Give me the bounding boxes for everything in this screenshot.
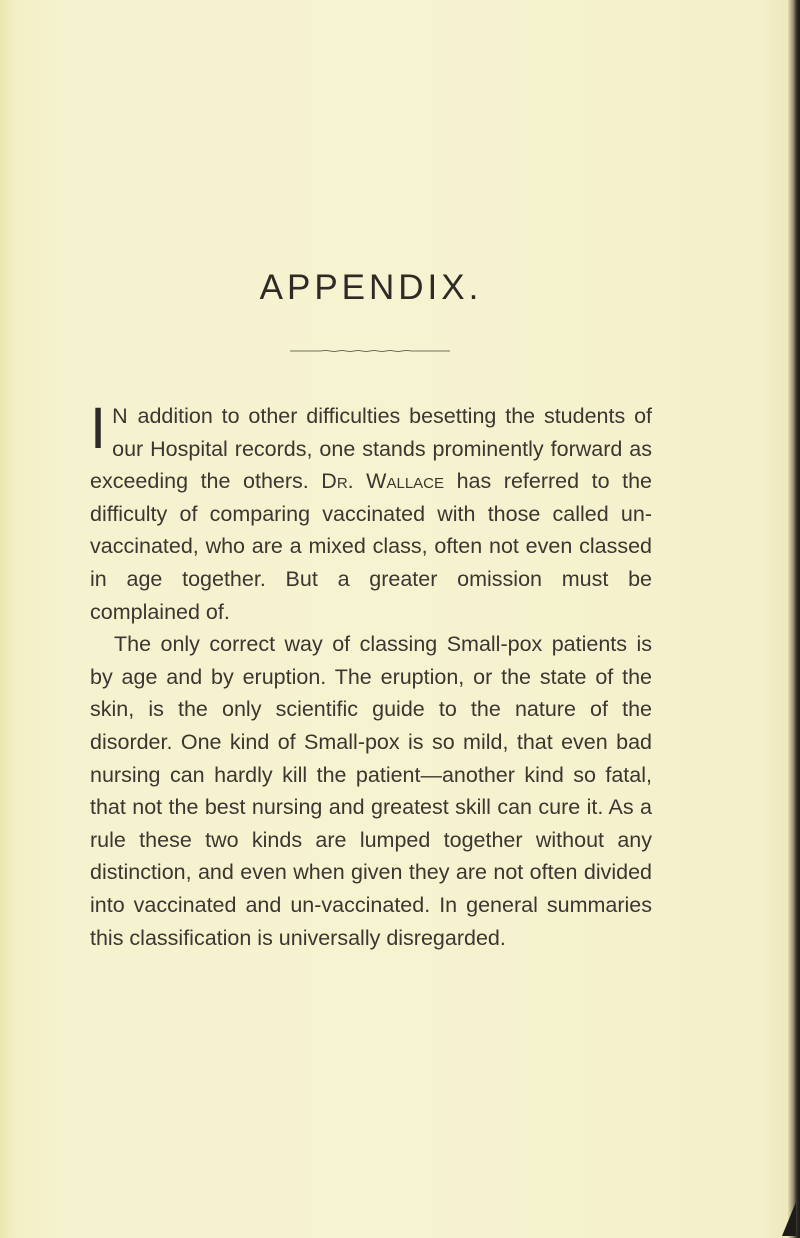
page-edge-shadow <box>788 0 800 1238</box>
paragraph-1 <box>90 396 652 628</box>
drop-cap: I <box>90 396 107 461</box>
ornamental-rule <box>290 350 450 352</box>
paragraph-1-text-a: addition to other difficulties besetting the students of our Hospital records, one stands prominently forward as exceeding the others. <box>90 404 652 494</box>
paragraph-2: The only correct way of classing Small-pox patients is by age and by eruption. The eruption, or the state of the skin, is the only scientific guide to the nature of the disorder. One kind of Small-pox is so mild, that even bad nursing can hardly kill the patient—another kind so fatal, that not the best nursing and greatest skill can cure it. As a rule these two kinds are lumped together without any distinction, and even when given they are not often divided into vaccinated and un-vaccinated. In general summaries this classification is universally disregarded. <box>90 632 652 950</box>
paragraph-1-text-b: has referred to the difficulty of comparing vaccinated with those called un-vaccinated, who are a mixed class, often not even classed in age together. But a greater omission must be complained of. <box>90 469 652 624</box>
author-name: Dr. Wallace <box>321 469 445 494</box>
page-title: APPENDIX. <box>259 268 483 307</box>
first-word: N <box>112 404 129 428</box>
body-text <box>90 396 652 954</box>
corner-mark <box>782 1202 796 1236</box>
